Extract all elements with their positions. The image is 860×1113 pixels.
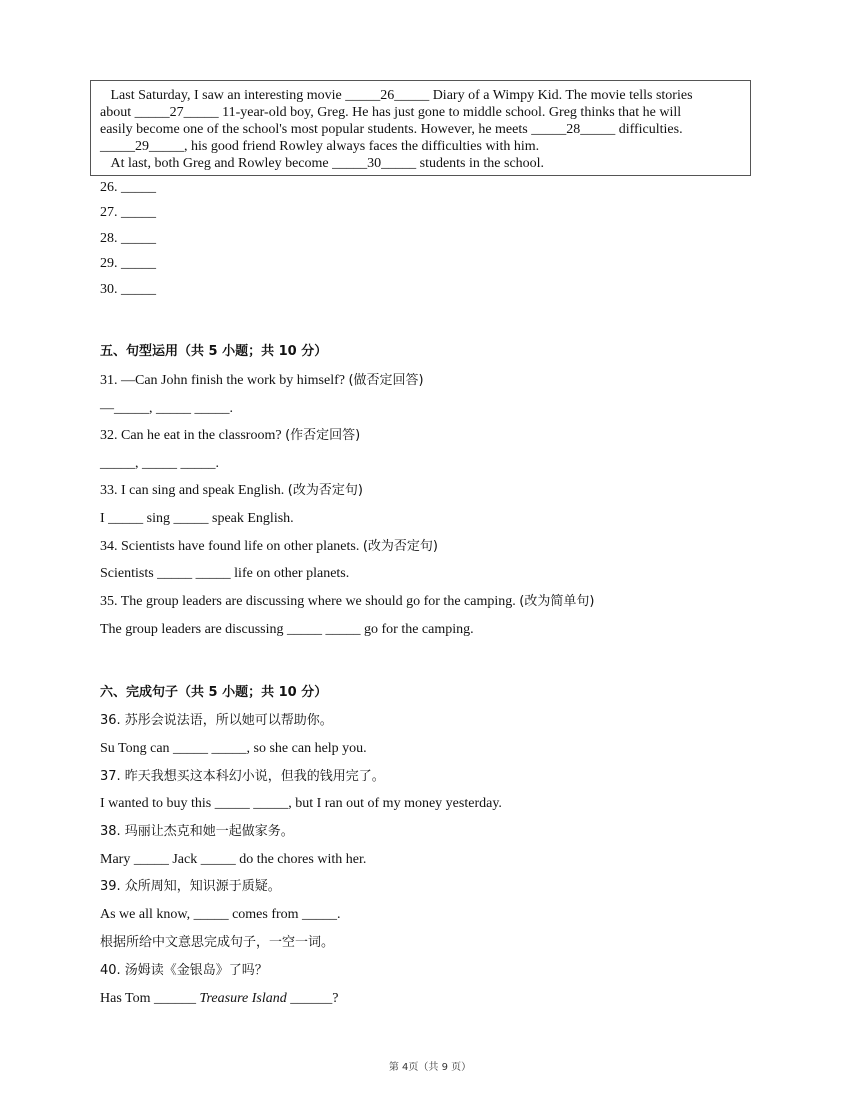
section-5-heading: 五、句型运用（共 5 小题；共 10 分） xyxy=(100,344,328,359)
answer-35: The group leaders are discussing _____ _____ go for the camping. xyxy=(100,622,474,637)
answer-26: 26. _____ xyxy=(100,180,156,195)
question-36: 36. 苏彤会说法语，所以她可以帮助你。 xyxy=(100,713,333,728)
question-37: 37. 昨天我想买这本科幻小说，但我的钱用完了。 xyxy=(100,769,385,784)
answer-39: As we all know, _____ comes from _____. xyxy=(100,907,341,922)
question-39: 39. 众所周知，知识源于质疑。 xyxy=(100,879,281,894)
answer-33: I _____ sing _____ speak English. xyxy=(100,511,294,526)
book-title: Treasure Island xyxy=(199,991,287,1006)
question-35: 35. The group leaders are discussing where we should go for the camping. (改为简单句) xyxy=(100,594,595,609)
passage-line-4: _____29_____, his good friend Rowley always faces the difficulties with him. xyxy=(100,139,540,154)
answer-34: Scientists _____ _____ life on other planets. xyxy=(100,566,350,581)
passage-line-1: Last Saturday, I saw an interesting movie _____26_____ Diary of a Wimpy Kid. The movie tells stories xyxy=(110,88,693,103)
question-34: 34. Scientists have found life on other planets. (改为否定句) xyxy=(100,539,438,554)
question-40: 40. 汤姆读《金银岛》了吗？ xyxy=(100,963,268,978)
question-38: 38. 玛丽让杰克和她一起做家务。 xyxy=(100,824,294,839)
answer-28: 28. _____ xyxy=(100,231,156,246)
question-33: 33. I can sing and speak English. (改为否定句) xyxy=(100,483,363,498)
passage-line-2: about _____27_____ 11-year-old boy, Greg. He has just gone to middle school. Greg thinks that he will xyxy=(100,105,682,120)
answer-32: _____, _____ _____. xyxy=(100,456,219,471)
answer-40: Has Tom ______ Treasure Island ______? xyxy=(100,991,339,1006)
answer-29: 29. _____ xyxy=(100,256,156,271)
question-32: 32. Can he eat in the classroom? (作否定回答) xyxy=(100,428,361,443)
question-31: 31. —Can John finish the work by himself? (做否定回答) xyxy=(100,373,424,388)
answer-30: 30. _____ xyxy=(100,282,156,297)
passage-line-5: At last, both Greg and Rowley become _____30_____ students in the school. xyxy=(110,156,545,171)
section-6-heading: 六、完成句子（共 5 小题；共 10 分） xyxy=(100,685,328,700)
page-footer: 第 4页（共 9 页） xyxy=(388,1062,472,1073)
passage-line-3: easily become one of the school's most popular students. However, he meets _____28_____ difficulties. xyxy=(100,122,683,137)
instruction-text: 根据所给中文意思完成句子，一空一词。 xyxy=(100,935,335,950)
answer-36: Su Tong can _____ _____, so she can help you. xyxy=(100,741,367,756)
answer-27: 27. _____ xyxy=(100,205,156,220)
passage-box xyxy=(90,80,751,176)
answer-37: I wanted to buy this _____ _____, but I ran out of my money yesterday. xyxy=(100,796,502,811)
answer-31: —_____, _____ _____. xyxy=(100,401,233,416)
answer-38: Mary _____ Jack _____ do the chores with her. xyxy=(100,852,367,867)
